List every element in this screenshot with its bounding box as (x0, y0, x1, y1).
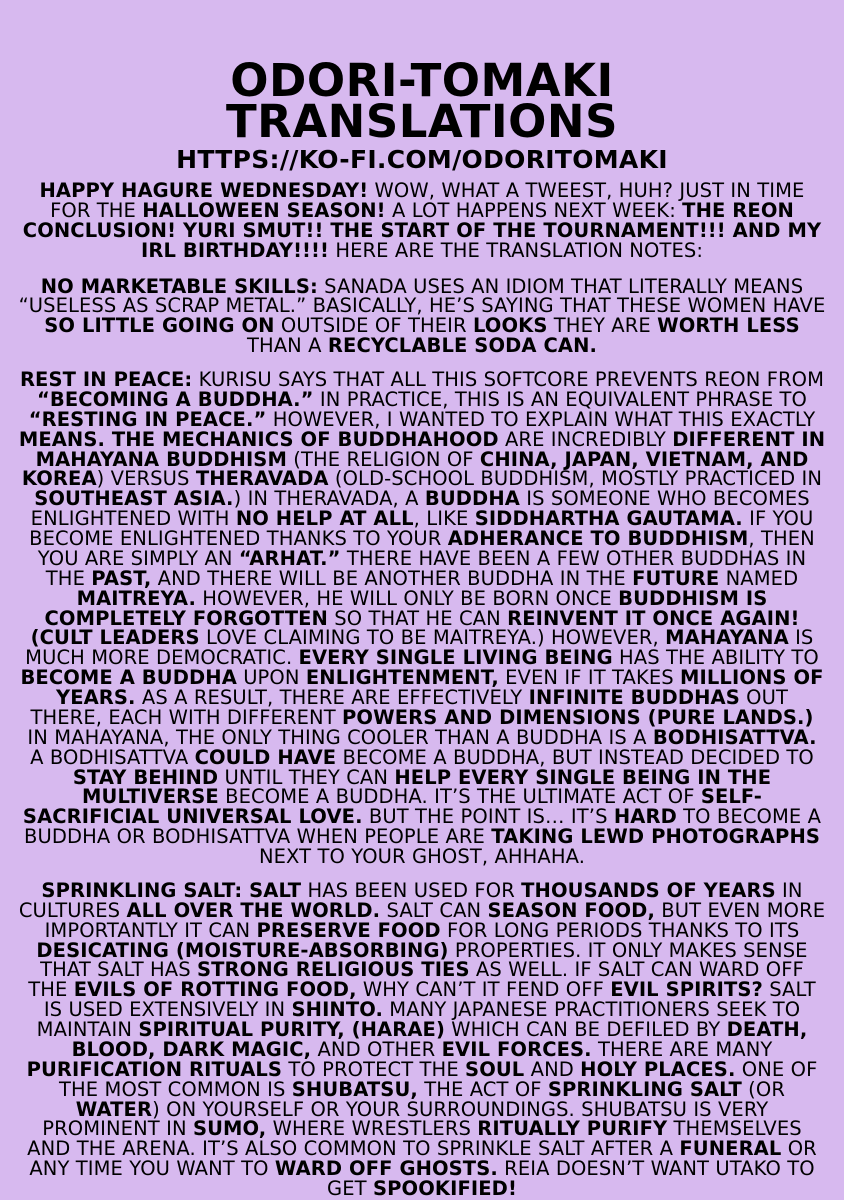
kofi-url: HTTPS://KO-FI.COM/ODORITOMAKI (176, 144, 668, 174)
paragraph-sprinkling-salt: SPRINKLING SALT: SALT HAS BEEN USED FOR THOUSANDS OF YEARS IN CULTURES ALL OVER THE WORLD. SALT CAN SEASON FOOD, BUT EVEN MORE IMPORTANTLY IT CAN PRESERVE FOOD FOR LONG PERIODS THANKS TO ITS DESICATING (MOISTURE-ABSORBING) PROPERTIES. IT ONLY MAKES SENSE THAT SALT HAS STRONG RELIGIOUS TIES AS WELL. IF SALT CAN WARD OFF THE EVILS OF ROTTING FOOD, WHY CAN’T IT FEND OFF EVIL SPIRITS? SALT IS USED EXTENSIVELY IN SHINTO. MANY JAPANESE PRACTITIONERS SEEK TO MAINTAIN SPIRITUAL PURITY, (HARAE) WHICH CAN BE DEFILED BY DEATH, BLOOD, DARK MAGIC, AND OTHER EVIL FORCES. THERE ARE MANY PURIFICATION RITUALS TO PROTECT THE SOUL AND HOLY PLACES. ONE OF THE MOST COMMON IS SHUBATSU, THE ACT OF SPRINKLING SALT (OR WATER) ON YOURSELF OR YOUR SURROUNDINGS. SHUBATSU IS VERY PROMINENT IN SUMO, WHERE WRESTLERS RITUALLY PURIFY THEMSELVES AND THE ARENA. IT’S ALSO COMMON TO SPRINKLE SALT AFTER A FUNERAL OR ANY TIME YOU WANT TO WARD OFF GHOSTS. REIA DOESN’T WANT UTAKO TO GET SPOOKIFIED! (18, 878, 826, 1200)
paragraph-no-marketable-skills: NO MARKETABLE SKILLS: SANADA USES AN IDIOM THAT LITERALLY MEANS “USELESS AS SCRAP METAL.” BASICALLY, HE’S SAYING THAT THESE WOMEN HAVE SO LITTLE GOING ON OUTSIDE OF THEIR LOOKS THEY ARE WORTH LESS THAN A RECYCLABLE SODA CAN. (18, 274, 826, 358)
paragraph-rest-in-peace: REST IN PEACE: KURISU SAYS THAT ALL THIS SOFTCORE PREVENTS REON FROM “BECOMING A BUDDHA.” IN PRACTICE, THIS IS AN EQUIVALENT PHRASE TO “RESTING IN PEACE.” HOWEVER, I WANTED TO EXPLAIN WHAT THIS EXACTLY MEANS. THE MECHANICS OF BUDDHAHOOD ARE INCREDIBLY DIFFERENT IN MAHAYANA BUDDHISM (THE RELIGION OF CHINA, JAPAN, VIETNAM, AND KOREA) VERSUS THERAVADA (OLD-SCHOOL BUDDHISM, MOSTLY PRACTICED IN SOUTHEAST ASIA.) IN THERAVADA, A BUDDHA IS SOMEONE WHO BECOMES ENLIGHTENED WITH NO HELP AT ALL, LIKE SIDDHARTHA GAUTAMA. IF YOU BECOME ENLIGHTENED THANKS TO YOUR ADHERANCE TO BUDDHISM, THEN YOU ARE SIMPLY AN “ARHAT.” THERE HAVE BEEN A FEW OTHER BUDDHAS IN THE PAST, AND THERE WILL BE ANOTHER BUDDHA IN THE FUTURE NAMED MAITREYA. HOWEVER, HE WILL ONLY BE BORN ONCE BUDDHISM IS COMPLETELY FORGOTTEN SO THAT HE CAN REINVENT IT ONCE AGAIN! (CULT LEADERS LOVE CLAIMING TO BE MAITREYA.) HOWEVER, MAHAYANA IS MUCH MORE DEMOCRATIC. EVERY SINGLE LIVING BEING HAS THE ABILITY TO BECOME A BUDDHA UPON ENLIGHTENMENT, EVEN IF IT TAKES MILLIONS OF YEARS. AS A RESULT, THERE ARE EFFECTIVELY INFINITE BUDDHAS OUT THERE, EACH WITH DIFFERENT POWERS AND DIMENSIONS (PURE LANDS.) IN MAHAYANA, THE ONLY THING COOLER THAN A BUDDHA IS A BODHISATTVA. A BODHISATTVA COULD HAVE BECOME A BUDDHA, BUT INSTEAD DECIDED TO STAY BEHIND UNTIL THEY CAN HELP EVERY SINGLE BEING IN THE MULTIVERSE BECOME A BUDDHA. IT’S THE ULTIMATE ACT OF SELF-SACRIFICIAL UNIVERSAL LOVE. BUT THE POINT IS… IT’S HARD TO BECOME A BUDDHA OR BODHISATTVA WHEN PEOPLE ARE TAKING LEWD PHOTOGRAPHS NEXT TO YOUR GHOST, AHHAHA. (18, 368, 826, 868)
header-title-block (18, 54, 826, 174)
page-title-line-2: TRANSLATIONS (225, 94, 618, 148)
paragraph-intro: HAPPY HAGURE WEDNESDAY! WOW, WHAT A TWEEST, HUH? JUST IN TIME FOR THE HALLOWEEN SEASON! A LOT HAPPENS NEXT WEEK: THE REON CONCLUSION! YURI SMUT!! THE START OF THE TOURNAMENT!!! AND MY IRL BIRTHDAY!!!! HERE ARE THE TRANSLATION NOTES: (22, 179, 822, 262)
page-title-line-1: ODORI-TOMAKI (230, 54, 614, 107)
translation-notes-body (18, 181, 826, 1199)
